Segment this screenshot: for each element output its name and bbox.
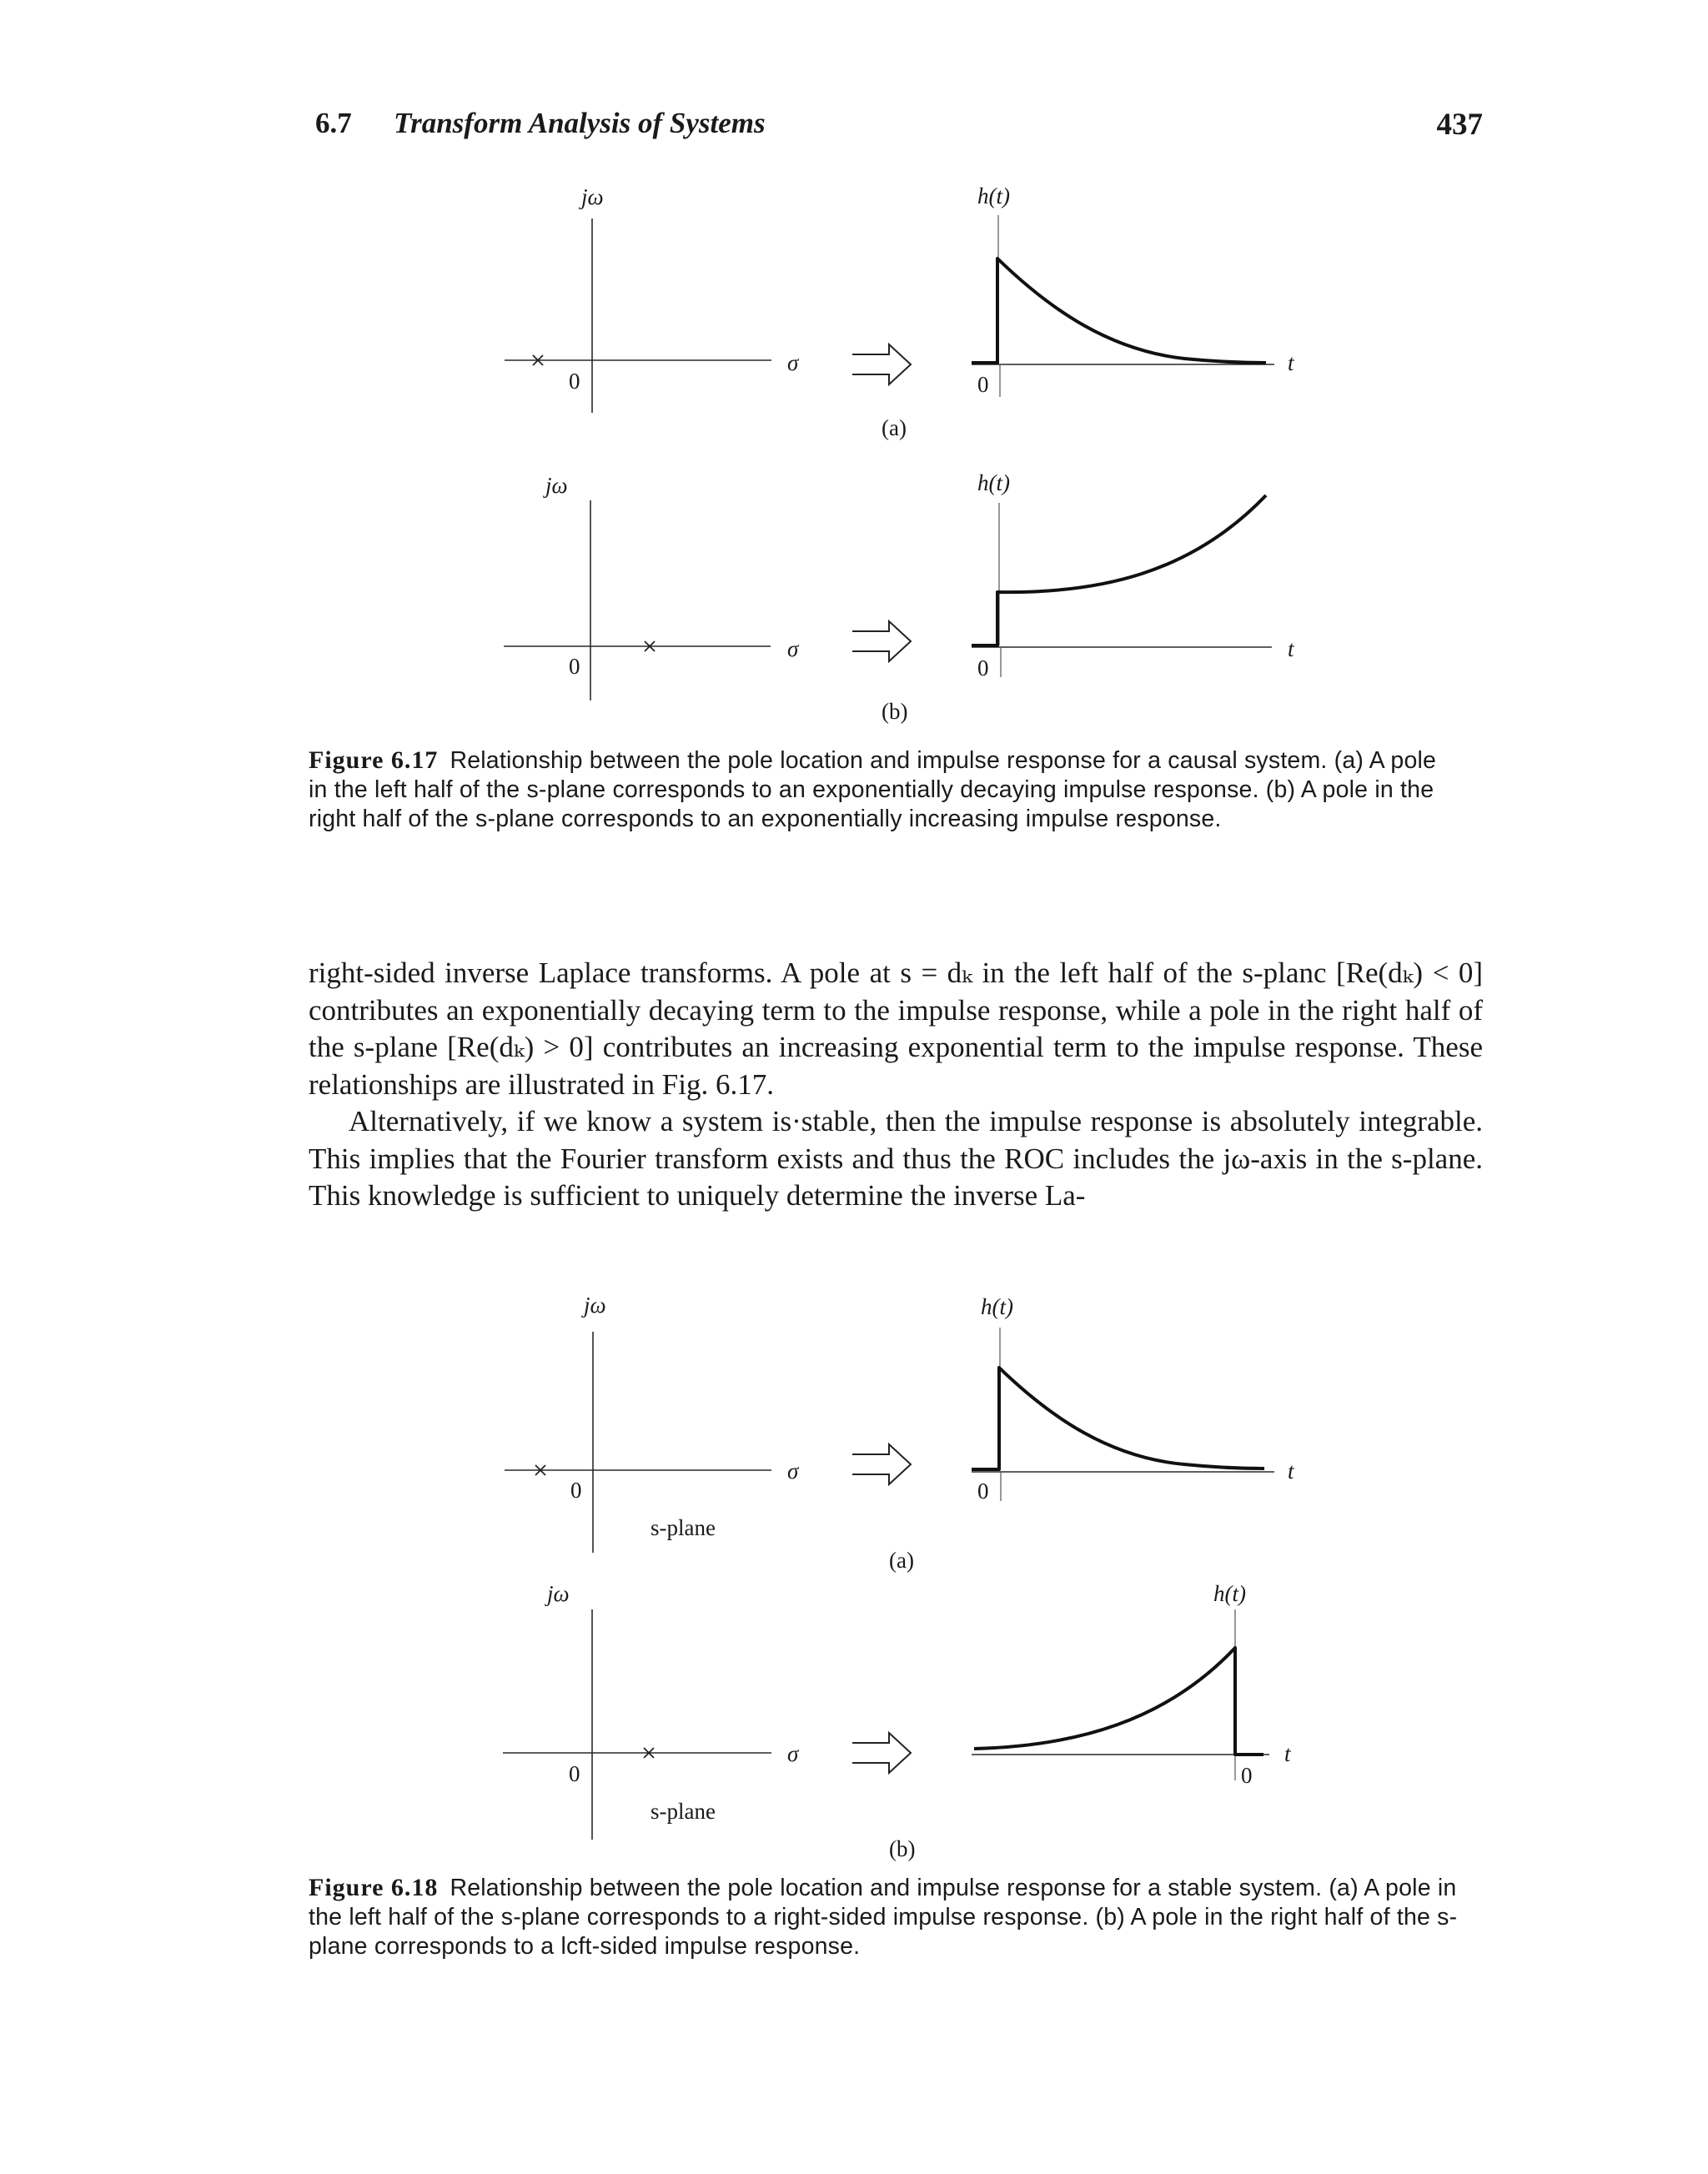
fig618a-s-plane (505, 1293, 800, 1553)
fig618b-origin-label-t: 0 (1241, 1763, 1253, 1788)
fig617a-t-label: t (1288, 350, 1294, 375)
fig617a-s-plane (505, 184, 800, 413)
fig617b-implies-arrow (852, 621, 911, 661)
fig618a-jw-label: jω (584, 1293, 606, 1318)
body-paragraph-2: Alternatively, if we know a system is·stable, then the impulse response is absolutely integrable. This implies that the Fourier transform exists and thus the ROC includes the jω-axis in the s-plane. This knowledge is sufficient to uniquely determine the inverse La- (309, 1105, 1483, 1212)
fig618b-h-label: h(t) (1213, 1581, 1246, 1606)
fig618-panel-b-label: (b) (889, 1836, 916, 1861)
fig617b-t-label: t (1288, 636, 1294, 661)
fig617-panel-b-label: (b) (882, 699, 908, 724)
fig618b-origin-label: 0 (569, 1761, 580, 1786)
fig617a-h-label: h(t) (977, 183, 1010, 208)
fig618b-t-label: t (1284, 1741, 1291, 1766)
fig617b-h-label: h(t) (977, 470, 1010, 495)
fig618b-jw-label: jω (547, 1581, 570, 1606)
fig618a-t-label: t (1288, 1459, 1294, 1484)
fig618b-s-plane (503, 1581, 800, 1840)
fig618b-sigma-label: σ (787, 1741, 799, 1766)
body-paragraph-1: right-sided inverse Laplace transforms. A pole at s = dₖ in the left half of the s-planc [Re(dₖ) < 0] contributes an exponentially decaying term to the impulse response, while a pole in the right half of the s-plane [Re(dₖ) > 0] contributes an increasing exponential term to the impulse response. These relationships are illustrated in Fig. 6.17. (309, 956, 1483, 1101)
fig618b-s-plane-label: s-plane (651, 1799, 716, 1824)
fig617a-origin-label-t: 0 (977, 372, 989, 397)
fig617a-impulse-response (972, 183, 1295, 397)
figure-6-18-caption (309, 1873, 1459, 1961)
fig617a-origin-label: 0 (569, 369, 580, 394)
fig618a-impulse-response (972, 1294, 1295, 1504)
fig618a-implies-arrow (852, 1444, 911, 1484)
fig617a-implies-arrow (852, 344, 911, 384)
fig617a-sigma-label: σ (787, 350, 799, 375)
figure-6-18-number: Figure 6.18 (309, 1874, 439, 1901)
running-head (315, 107, 1483, 147)
fig618a-origin-label-t: 0 (977, 1479, 989, 1504)
fig618a-sigma-label: σ (787, 1459, 799, 1484)
fig618a-origin-label: 0 (570, 1478, 582, 1503)
figure-6-17-caption-text: Relationship between the pole location and impulse response for a causal system. (a) A pole in the left half of the s-plane corresponds to an exponentially decaying impulse response. (b) A pole in the right half of the s-plane corresponds to an exponentially increasing impulse response. (309, 747, 1437, 832)
fig617b-jw-label: jω (545, 473, 568, 498)
section-number: 6.7 (315, 107, 352, 139)
figure-6-18 (0, 1276, 1708, 1860)
page-number: 437 (1436, 108, 1483, 142)
fig617b-growing-exponential (972, 495, 1266, 645)
fig618-panel-a-label: (a) (889, 1548, 914, 1573)
fig617-panel-a-label: (a) (882, 415, 907, 440)
figure-6-17 (0, 167, 1708, 751)
fig618b-implies-arrow (852, 1733, 911, 1773)
fig618a-s-plane-label: s-plane (651, 1515, 716, 1540)
fig617a-decaying-exponential (972, 259, 1266, 363)
fig617a-jw-label: jω (581, 184, 604, 209)
fig617b-s-plane (504, 473, 800, 700)
fig617b-impulse-response (972, 470, 1295, 680)
fig618b-left-sided-exponential (974, 1648, 1263, 1755)
figure-6-18-caption-text: Relationship between the pole location and impulse response for a stable system. (a) A pole in the left half of the s-plane corresponds to a right-sided impulse response. (b) A pole in the right half of the s-plane corresponds to a lcft-sided impulse response. (309, 1875, 1458, 1960)
body-text (309, 955, 1483, 1215)
fig618b-impulse-response (972, 1581, 1292, 1788)
section-title: Transform Analysis of Systems (394, 107, 766, 139)
fig617b-origin-label: 0 (569, 654, 580, 679)
fig617b-sigma-label: σ (787, 636, 799, 661)
figure-6-17-caption (309, 746, 1459, 834)
fig618a-decaying-exponential (972, 1368, 1264, 1469)
fig618a-h-label: h(t) (981, 1294, 1013, 1319)
figure-6-17-number: Figure 6.17 (309, 746, 439, 774)
fig617b-origin-label-t: 0 (977, 655, 989, 680)
